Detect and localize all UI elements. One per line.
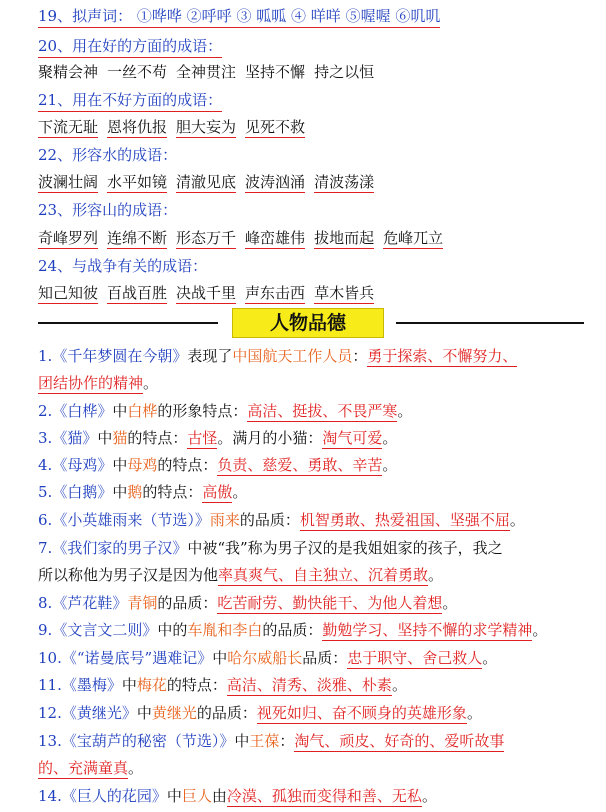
entry-answer: 淘气可爱 <box>322 429 383 447</box>
entry-answer: 视死如归、奋不顾身的英雄形象 <box>256 704 467 722</box>
idiom-word: 全神贯注 <box>176 63 237 81</box>
entry-10 <box>38 648 594 668</box>
entry-text: 中的 <box>157 621 188 639</box>
idiom-word: 危峰兀立 <box>383 229 444 247</box>
entry-text: 。 <box>509 511 525 529</box>
entry-13 <box>38 731 594 751</box>
entry-text: 的特点： <box>127 429 188 447</box>
idiom-word: 水平如镜 <box>107 173 168 191</box>
onomatopoeia-heading <box>38 6 440 28</box>
entry-number: 13. <box>38 732 62 750</box>
idiom-heading <box>38 90 594 112</box>
entry-text: 的特点： <box>157 456 218 474</box>
entry-answer: 团结协作的精神 <box>38 374 144 392</box>
entry-answer: 勤勉学习、坚持不懈的求学精神 <box>322 621 533 639</box>
entry-number: 3. <box>38 429 53 447</box>
entry-text: 所以称他为男子汉是因为他 <box>38 566 219 584</box>
idiom-heading-text: 20、用在好的方面的成语： <box>38 36 222 58</box>
idiom-words <box>38 62 594 84</box>
entry-3 <box>38 428 594 448</box>
entry-text: 中 <box>136 704 152 722</box>
onomatopoeia-line <box>38 6 594 28</box>
idiom-word: 连绵不断 <box>107 229 168 247</box>
entry-text: 由 <box>211 787 227 805</box>
entry-answer: 吃苦耐劳、勤快能干、为他人着想 <box>217 594 443 612</box>
idiom-heading <box>38 36 594 58</box>
idiom-heading-text: 21、用在不好方面的成语： <box>38 90 222 112</box>
idiom-heading <box>38 200 594 220</box>
entry-title: 《小英雄雨来（节选）》 <box>52 511 210 529</box>
section-divider-right <box>396 322 584 324</box>
entry-text: 。 <box>232 483 248 501</box>
entry-1-cont <box>38 373 594 393</box>
entry-5 <box>38 482 594 502</box>
entry-title: 《芦花鞋》 <box>52 594 128 612</box>
entry-subject: 中国航天工作人员 <box>232 347 353 365</box>
idiom-word: 奇峰罗列 <box>38 229 99 247</box>
idiom-heading <box>38 256 594 276</box>
entry-answer: 高洁、清秀、淡雅、朴素 <box>226 676 392 694</box>
entry-number: 1. <box>38 347 53 365</box>
sound-item: ④ 咩咩 <box>291 7 341 25</box>
entry-answer: 冷漠、孤独而变得和善、无私 <box>226 787 422 805</box>
onomatopoeia-label: 19、拟声词： <box>38 7 133 25</box>
entry-text: 的形象特点： <box>157 402 248 420</box>
idiom-word: 见死不救 <box>245 118 306 136</box>
idiom-word: 波涛汹涌 <box>245 173 306 191</box>
entry-answer: 忠于职守、舍己救人 <box>347 649 483 667</box>
entry-text: 的特点： <box>166 676 227 694</box>
entry-title: 《文言文二则》 <box>52 621 158 639</box>
entry-number: 8. <box>38 594 53 612</box>
idiom-word: 一丝不苟 <box>107 63 168 81</box>
entry-answer: 机智勇敢、热爱祖国、坚强不屈 <box>299 511 510 529</box>
entry-text: 。 <box>391 676 407 694</box>
entry-number: 7. <box>38 539 53 557</box>
entry-number: 12. <box>38 704 62 722</box>
idiom-word: 决战千里 <box>176 284 237 302</box>
entry-subject: 白桦 <box>127 402 158 420</box>
entry-number: 2. <box>38 402 53 420</box>
idiom-word: 清波荡漾 <box>314 173 375 191</box>
idiom-word: 坚持不懈 <box>245 63 306 81</box>
idiom-word: 声东击西 <box>245 284 306 302</box>
entry-title: 《我们家的男子汉》 <box>52 539 188 557</box>
idiom-word: 聚精会神 <box>38 63 99 81</box>
entry-text: 中 <box>212 649 228 667</box>
idiom-word: 下流无耻 <box>38 118 99 136</box>
entry-8 <box>38 593 594 613</box>
entry-subject: 鹅 <box>127 483 143 501</box>
entry-text: 。满月的小猫： <box>217 429 323 447</box>
idiom-word: 拔地而起 <box>314 229 375 247</box>
sound-item: ①哗哗 <box>136 7 182 25</box>
entry-text: 的品质： <box>196 704 257 722</box>
entry-title: 《宝葫芦的秘密（节选）》 <box>61 732 235 750</box>
entry-title: 《母鸡》 <box>52 456 113 474</box>
entry-number: 6. <box>38 511 53 529</box>
idiom-word: 草木皆兵 <box>314 284 375 302</box>
entry-text: 的品质： <box>239 511 300 529</box>
idiom-heading-text: 23、形容山的成语： <box>38 201 178 219</box>
entry-text: 。 <box>143 374 159 392</box>
entry-2 <box>38 401 594 421</box>
entry-answer: 高傲 <box>202 483 233 501</box>
entry-title: 《墨梅》 <box>61 676 122 694</box>
entry-number: 11. <box>38 676 62 694</box>
entry-subject: 青铜 <box>127 594 158 612</box>
entry-text: 。 <box>428 566 444 584</box>
entry-subject: 雨来 <box>209 511 240 529</box>
entry-text: 。 <box>421 787 437 805</box>
entry-text: 的特点： <box>142 483 203 501</box>
entry-title: 《巨人的花园》 <box>61 787 167 805</box>
idiom-word: 持之以恒 <box>314 63 375 81</box>
sound-item: ②呼呼 <box>186 7 232 25</box>
sound-item: ⑥叽叽 <box>395 7 441 25</box>
entry-answer: 高洁、挺拔、不畏严寒 <box>247 402 398 420</box>
entry-text: 品质： <box>302 649 348 667</box>
entry-title: 《猫》 <box>52 429 98 447</box>
entry-number: 10. <box>38 649 62 667</box>
idiom-words <box>38 117 594 139</box>
entry-text: 中 <box>234 732 250 750</box>
entry-subject: 黄继光 <box>151 704 197 722</box>
entry-text: 中 <box>112 456 128 474</box>
entry-subject: 王葆 <box>249 732 280 750</box>
entry-answer: 淘气、顽皮、好奇的、爱听故事 <box>294 732 505 750</box>
entry-title: 《白桦》 <box>52 402 113 420</box>
idiom-word: 波澜壮阔 <box>38 173 99 191</box>
idiom-word: 清澈见底 <box>176 173 237 191</box>
idiom-word: 胆大妄为 <box>176 118 237 136</box>
entry-7-cont <box>38 565 594 585</box>
entry-14 <box>38 786 594 806</box>
entry-subject: 车胤和李白 <box>187 621 263 639</box>
entry-6 <box>38 510 594 530</box>
entry-title: 《黄继光》 <box>61 704 137 722</box>
entry-number: 4. <box>38 456 53 474</box>
entry-text: 中 <box>97 429 113 447</box>
entry-number: 14. <box>38 787 62 805</box>
sound-item: ③ 呱呱 <box>236 7 287 25</box>
entry-13-cont <box>38 758 594 778</box>
entry-text: 表现了 <box>187 347 233 365</box>
entry-answer: 率真爽气、自主独立、沉着勇敢 <box>218 566 429 584</box>
entry-text: 。 <box>442 594 458 612</box>
idiom-word: 恩将仇报 <box>107 118 168 136</box>
entry-text: 中 <box>166 787 182 805</box>
entry-text: 的品质： <box>262 621 323 639</box>
entry-subject: 猫 <box>112 429 128 447</box>
entry-text: ： <box>352 347 368 365</box>
entry-11 <box>38 675 594 695</box>
entry-answer: 的、充满童真 <box>38 759 129 777</box>
idiom-heading <box>38 145 594 165</box>
entry-subject: 巨人 <box>181 787 212 805</box>
entry-1 <box>38 346 594 366</box>
idiom-heading-text: 22、形容水的成语： <box>38 146 178 164</box>
entry-number: 5. <box>38 483 53 501</box>
idiom-words <box>38 228 594 250</box>
entry-answer: 勇于探索、不懈努力、 <box>367 347 518 365</box>
entry-text: 中 <box>121 676 137 694</box>
entry-12 <box>38 703 594 723</box>
idiom-word: 形态万千 <box>176 229 237 247</box>
entry-9 <box>38 620 594 640</box>
entry-subject: 哈尔威船长 <box>227 649 303 667</box>
entry-subject: 母鸡 <box>127 456 158 474</box>
entry-text: 。 <box>532 621 548 639</box>
idiom-word: 百战百胜 <box>107 284 168 302</box>
entry-answer: 负责、慈爱、勇敢、辛苦 <box>217 456 383 474</box>
entry-text: 。 <box>382 456 398 474</box>
entry-title: 《白鹅》 <box>52 483 113 501</box>
entry-text: 。 <box>482 649 498 667</box>
idiom-word: 知己知彼 <box>38 284 99 302</box>
entry-text: 。 <box>382 429 398 447</box>
entry-text: 中 <box>112 483 128 501</box>
entry-answer: 古怪 <box>187 429 218 447</box>
entry-7 <box>38 538 594 558</box>
idiom-word: 峰峦雄伟 <box>245 229 306 247</box>
idiom-heading-text: 24、与战争有关的成语： <box>38 257 208 275</box>
section-title: 人物品德 <box>232 308 384 338</box>
entry-text: 的品质： <box>157 594 218 612</box>
idiom-words <box>38 172 594 194</box>
entry-text: ： <box>279 732 295 750</box>
entry-text: 。 <box>466 704 482 722</box>
entry-text: 中被“我”称为男子汉的是我姐姐家的孩子，我之 <box>187 539 503 557</box>
entry-text: 。 <box>397 402 413 420</box>
entry-text: 。 <box>128 759 144 777</box>
section-divider-left <box>38 322 218 324</box>
entry-number: 9. <box>38 621 53 639</box>
entry-text: 中 <box>112 402 128 420</box>
entry-4 <box>38 455 594 475</box>
entry-title: 《千年梦圆在今朝》 <box>52 347 188 365</box>
entry-subject: 梅花 <box>136 676 167 694</box>
entry-title: 《“诺曼底号”遇难记》 <box>61 649 213 667</box>
idiom-words <box>38 283 594 305</box>
sound-item: ⑤喔喔 <box>345 7 391 25</box>
